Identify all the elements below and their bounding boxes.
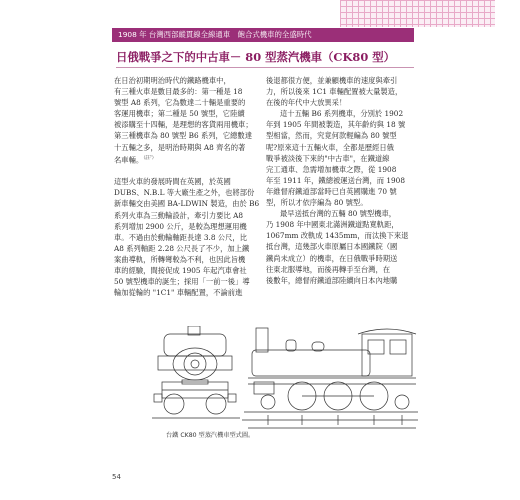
paragraph-line: 抵台灣，這幾部火車原屬日本國鐵院（國: [266, 242, 398, 252]
footnote-mark: （註⁷）: [143, 155, 157, 161]
paragraph-line: 車的經驗，間接促成 1905 年起汽車會社: [114, 266, 247, 276]
page-number: 54: [112, 473, 121, 481]
paragraph-text: 名車輛。: [114, 155, 144, 165]
paragraph-line: 往東北服導地，而後再轉手至台灣，在: [266, 264, 391, 274]
paragraph-line: 1067mm 改軌成 1435mm，而汰換下來退: [266, 231, 409, 241]
locomotive-technical-drawing: [152, 326, 420, 436]
figure-caption: 台鐵 CK80 型蒸汽機車型式圖。: [166, 432, 255, 439]
locomotive-front-view: [152, 326, 240, 418]
paragraph-line: 系列火車為三動輪設計，牽引力要比 A8: [114, 210, 243, 220]
paragraph-line: DUBS、N.B.L 等大廠生產之外，也將部份: [114, 188, 255, 198]
paragraph-line: 被添購至十四輛，是理想的客貨兩用機車；: [114, 120, 253, 130]
title-divider: [116, 67, 414, 68]
paragraph-line: 呢?原來這十五輛火車，全都是歷經日俄: [266, 142, 394, 152]
paragraph-line: 年維督府鐵道部當時已自英國購進 70 號: [266, 186, 397, 196]
paragraph-line: 新車輛交由美國 BA-LDWIN 製造，由於 B6: [114, 199, 260, 209]
paragraph-line: 十五輛之多，是明治時期與 A8 齊名的著: [114, 142, 246, 152]
paragraph-line: 這十五輛 B6 系列機車，分別於 1902: [280, 109, 404, 119]
paragraph-line: 50 號型機車的誕生；採用「一前一後」導: [114, 277, 250, 287]
text-column-left: [114, 75, 260, 298]
chapter-header-text: 1908 年 台灣西部縱貫線全線通車 飽合式機車的全盛時代: [118, 30, 312, 39]
paragraph-break: [114, 165, 260, 176]
paragraph-line: 車。不過由於動輪軸距長達 3.8 公尺，比: [114, 232, 247, 242]
paragraph-line: 年到 1905 年間被製造，其年齡約與 18 號: [266, 120, 406, 130]
paragraph-line: 系列增加 2900 公斤，是較為理想運用機: [114, 221, 247, 231]
paragraph-line: 號型 A8 系列，它為數達二十輛是重要的: [114, 98, 246, 108]
paragraph-line: 乃 1908 年中國東北滿洲鐵道點寬軌距，: [266, 220, 399, 230]
paragraph-line: 輪加從輪的 "1C1" 車輛配置，不論前進: [114, 288, 243, 298]
paragraph-line: 戰爭被淡後下來的"中古車"，在鐵道線: [266, 153, 390, 163]
paragraph-line: 完工通車、急需增加機車之際，從 1908: [266, 164, 397, 174]
paragraph-line: 最早送抵台灣的五輛 80 號型機車，: [280, 209, 397, 219]
paragraph-line: 力，所以後來 1C1 車輛配置被大量製造，: [266, 87, 403, 97]
paragraph-line: 後數年，總督府鐵道部陸續向日本內地購: [266, 275, 398, 285]
paragraph-line: 在日治初期明治時代的鐵路機車中，: [114, 76, 231, 85]
paragraph-line: 鐵尚未成立）的機車，在日俄戰爭時期送: [266, 253, 398, 263]
paragraph-line: 客運用機車；第二種是 50 號型，它陸續: [114, 109, 245, 119]
paragraph-line: 年至 1911 年，鐵總被運送台灣，而 1908: [266, 175, 405, 185]
paragraph-line-with-footnote: [114, 153, 260, 166]
decorative-grid-pattern: [340, 0, 495, 27]
paragraph-line: 第三種機車為 80 號型 B6 系列，它總數達: [114, 131, 253, 141]
paragraph-line: 這型火車的發展時間在英國，於英國: [114, 177, 231, 187]
paragraph-line: 案曲導軌，所轉彎較為不利，也因此旨機: [114, 254, 246, 264]
paragraph-line: 有三種火車是數目最多的：第一種是 18: [114, 87, 243, 97]
locomotive-side-view: [242, 328, 418, 428]
section-title: 日俄戰爭之下的中古車－ 80 型蒸汽機車（CK80 型）: [116, 50, 395, 64]
paragraph-line: 型，所以才依序編為 80 號型。: [266, 198, 368, 208]
paragraph-line: 後退都很方便，並兼顧機車的速度與牽引: [266, 76, 398, 85]
paragraph-line: 型相當，然而，究竟何款輕編為 80 號型: [266, 131, 397, 141]
paragraph-line: A8 系列軸距 2.28 公尺長了不少，加上鐵: [114, 243, 250, 253]
text-column-right: [266, 75, 412, 286]
paragraph-line: 在後的年代中大放異采！: [266, 98, 347, 108]
